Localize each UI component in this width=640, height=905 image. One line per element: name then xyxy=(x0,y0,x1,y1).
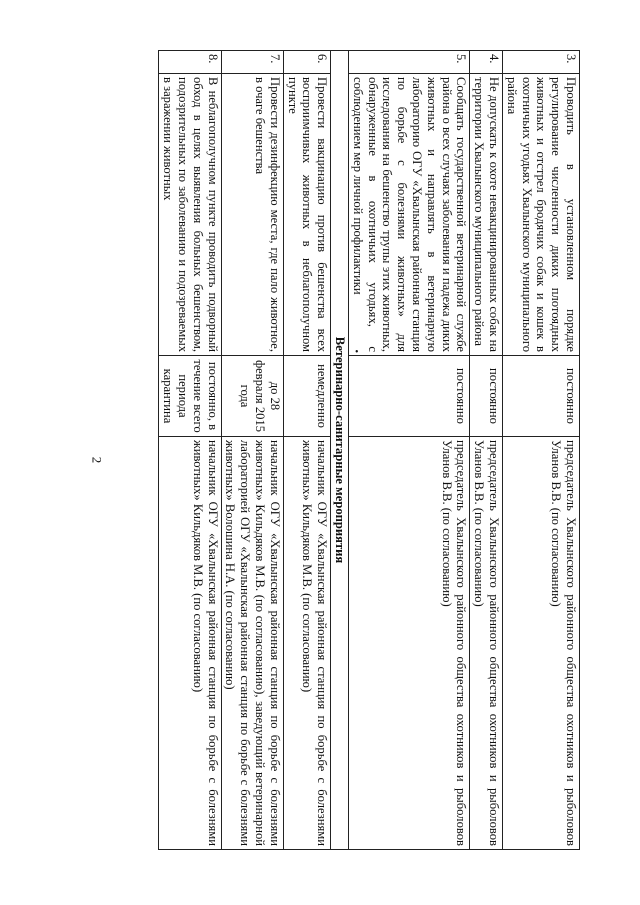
row-responsible: начальник ОГУ «Хвалынская районная станция по борьбе с болезнями животных» Кильдяков М.В. (по согласованию) xyxy=(159,437,221,850)
row-action: В неблагополучном пункте проводить подворный обход в целях выявления больных бешенством, подозрительных по заболеванию и подозреваемых в заражении животных xyxy=(159,74,221,356)
row-deadline: немедленно xyxy=(283,356,330,437)
table-row xyxy=(283,51,330,850)
row-action: Сообщать государственной ветеринарной службе района о всех случаях заболевания и падежа диких животных и направлять в ветеринарную лабораторию ОГУ «Хвалынская районная станция по борьбе с болезнями животных» для исследования на бешенство трупы этих животных, обнаруженные в охотничьих угодьях, с соблюдением мер личной профилактики xyxy=(349,74,470,356)
row-deadline: постоянно xyxy=(349,356,470,437)
table-row xyxy=(503,51,580,850)
page-number: 2 xyxy=(89,456,105,464)
row-number: 5. xyxy=(349,51,470,74)
row-number: 6. xyxy=(283,51,330,74)
scan-speck: • xyxy=(355,347,359,358)
table-row xyxy=(349,51,470,850)
row-deadline: постоянно xyxy=(503,356,580,437)
section-title: Ветеринарно-санитарные мероприятия xyxy=(331,51,349,850)
row-responsible: начальник ОГУ «Хвалынская районная станция по борьбе с болезнями животных» Кильдяков М.В. (по согласованию) xyxy=(283,437,330,850)
row-deadline: постоянно, в течение всего периода карантина xyxy=(159,356,221,437)
row-deadline: постоянно xyxy=(470,356,503,437)
row-number: 8. xyxy=(159,51,221,74)
row-action: Провести дезинфекцию места, где пало животное, в очаге бешенства xyxy=(221,74,283,356)
row-responsible: начальник ОГУ «Хвалынская районная станция по борьбе с болезнями животных» Кильдяков М.В. (по согласованию), заведующий ветеринарной лабораторией ОГУ «Хвалынская районная станция по борьбе с болезнями животных» Волошина Н.А. (по согласованию) xyxy=(221,437,283,850)
table-row xyxy=(470,51,503,850)
row-responsible: председатель Хвалынского районного общества охотников и рыболовов Уланов В.В. (по согласованию) xyxy=(503,437,580,850)
row-number: 3. xyxy=(503,51,580,74)
row-number: 7. xyxy=(221,51,283,74)
row-action: Провести вакцинацию против бешенства всех восприимчивых животных в неблагополучном пункте xyxy=(283,74,330,356)
measures-table xyxy=(158,50,580,850)
table-row xyxy=(159,51,221,850)
row-deadline: до 28 февраля 2015 года xyxy=(221,356,283,437)
row-action: Не допускать к охоте невакцинированных собак на территории Хвалынского муниципального района xyxy=(470,74,503,356)
section-row xyxy=(331,51,349,850)
row-number: 4. xyxy=(470,51,503,74)
table-row xyxy=(221,51,283,850)
row-responsible: председатель Хвалынского районного общества охотников и рыболовов Уланов В.В. (по согласованию) xyxy=(349,437,470,850)
rotated-page-content xyxy=(80,50,580,850)
row-responsible: председатель Хвалынского районного общества охотников и рыболовов Уланов В.В. (по согласованию) xyxy=(470,437,503,850)
row-action: Проводить в установленном порядке регулирование численности диких плотоядных животных и отстрел бродячих собак и кошек в охотничьих угодьях Хвалынского муниципального района xyxy=(503,74,580,356)
